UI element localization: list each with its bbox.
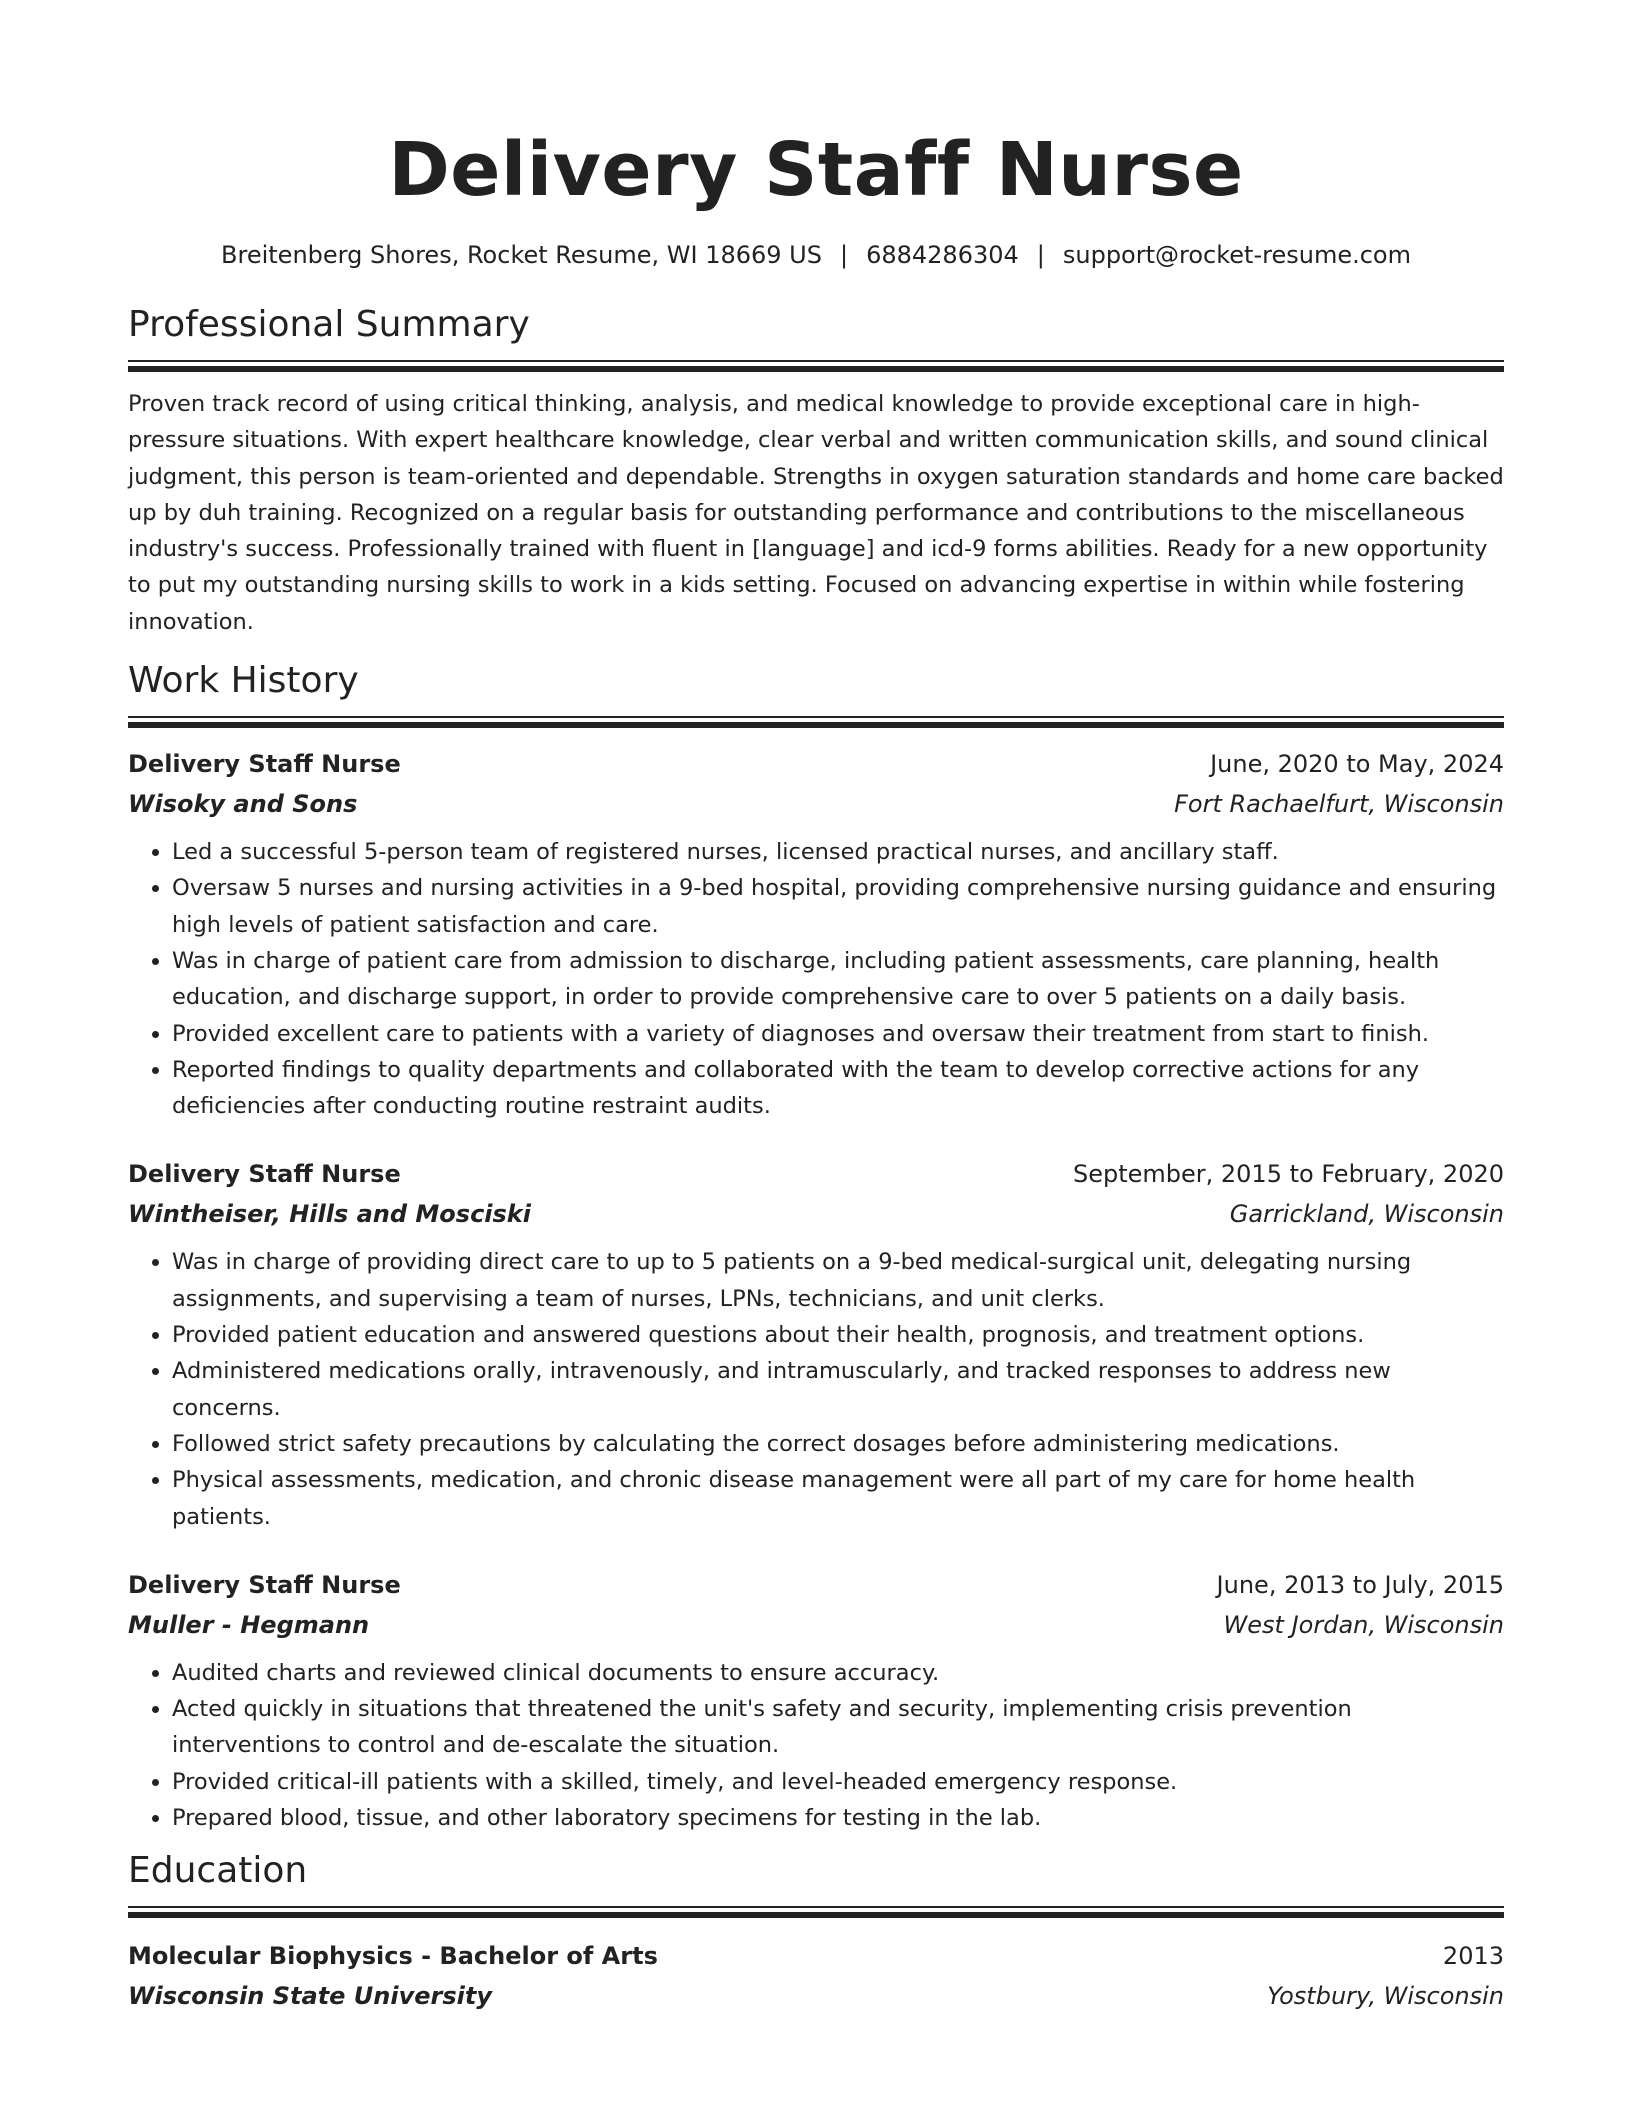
section-divider: [128, 360, 1504, 372]
job-duties-list: [128, 1655, 1504, 1836]
contact-phone: 6884286304: [866, 241, 1019, 269]
education-entry: [128, 1936, 1504, 2016]
section-heading: Work History: [128, 660, 359, 702]
job-title: Delivery Staff Nurse: [128, 750, 401, 779]
list-item: • Provided critical-ill patients with a skilled, timely, and level-headed emergency response.: [172, 1764, 1504, 1800]
job-header: [128, 1154, 1504, 1194]
job-header: [128, 744, 1504, 784]
section-divider: [128, 1906, 1504, 1918]
contact-address: Breitenberg Shores, Rocket Resume, WI 18669 US: [221, 241, 822, 269]
professional-summary-section: [128, 300, 1504, 640]
job-location: Garrickland, Wisconsin: [1229, 1200, 1504, 1229]
job-duties-list: [128, 834, 1504, 1124]
job-entry: [128, 744, 1504, 1124]
job-header: [128, 1565, 1504, 1605]
job-entry: [128, 1154, 1504, 1534]
list-item: • Provided patient education and answered questions about their health, prognosis, and treatment options.: [172, 1317, 1504, 1353]
job-dates: September, 2015 to February, 2020: [1072, 1160, 1504, 1189]
job-subheader: [128, 1605, 1504, 1645]
education-location: Yostbury, Wisconsin: [1267, 1982, 1504, 2011]
job-subheader: [128, 784, 1504, 824]
list-item: • Reported findings to quality departments and collaborated with the team to develop corrective actions for any deficiencies after conducting routine restraint audits.: [172, 1052, 1504, 1125]
list-item: • Was in charge of patient care from admission to discharge, including patient assessments, care planning, health education, and discharge support, in order to provide comprehensive care to over 5 patients on a daily basis.: [172, 943, 1504, 1016]
job-subheader: [128, 1194, 1504, 1234]
list-item: • Administered medications orally, intravenously, and intramuscularly, and tracked responses to address new concerns.: [172, 1353, 1504, 1426]
list-item: • Audited charts and reviewed clinical documents to ensure accuracy.: [172, 1655, 1504, 1691]
job-title: Delivery Staff Nurse: [128, 1160, 401, 1189]
education-school: Wisconsin State University: [128, 1982, 492, 2011]
section-heading: Professional Summary: [128, 304, 530, 345]
list-item: • Prepared blood, tissue, and other laboratory specimens for testing in the lab.: [172, 1800, 1504, 1836]
job-duties-list: [128, 1244, 1504, 1534]
candidate-name: Delivery Staff Nurse: [388, 127, 1244, 213]
contact-separator: |: [1036, 241, 1045, 269]
job-location: Fort Rachaelfurt, Wisconsin: [1174, 790, 1504, 819]
list-item: • Led a successful 5-person team of registered nurses, licensed practical nurses, and ancillary staff.: [172, 834, 1504, 870]
education-section: [128, 1846, 1504, 2016]
job-dates: June, 2013 to July, 2015: [1216, 1570, 1504, 1599]
job-company: Muller - Hegmann: [128, 1610, 370, 1639]
education-subheader: [128, 1976, 1504, 2016]
list-item: • Was in charge of providing direct care to up to 5 patients on a 9-bed medical-surgical unit, delegating nursing assignments, and supervising a team of nurses, LPNs, technicians, and unit clerks.: [172, 1244, 1504, 1317]
list-item: • Oversaw 5 nurses and nursing activities in a 9-bed hospital, providing comprehensive nursing guidance and ensuring high levels of patient satisfaction and care.: [172, 870, 1504, 943]
section-divider: [128, 716, 1504, 728]
list-item: • Acted quickly in situations that threatened the unit's safety and security, implementing crisis prevention interventions to control and de-escalate the situation.: [172, 1691, 1504, 1764]
contact-line: [128, 238, 1504, 272]
list-item: • Physical assessments, medication, and chronic disease management were all part of my care for home health patients.: [172, 1462, 1504, 1535]
job-company: Wisoky and Sons: [128, 790, 358, 819]
education-header: [128, 1936, 1504, 1976]
list-item: • Followed strict safety precautions by calculating the correct dosages before administering medications.: [172, 1426, 1504, 1462]
contact-separator: |: [839, 241, 849, 269]
resume-page: [128, 120, 1504, 2016]
job-title: Delivery Staff Nurse: [128, 1570, 401, 1599]
education-degree: Molecular Biophysics - Bachelor of Arts: [128, 1942, 658, 1971]
job-entry: [128, 1565, 1504, 1836]
list-item: • Provided excellent care to patients with a variety of diagnoses and oversaw their treatment from start to finish.: [172, 1016, 1504, 1052]
section-heading: Education: [128, 1850, 308, 1892]
job-location: West Jordan, Wisconsin: [1223, 1610, 1504, 1639]
contact-email: support@rocket-resume.com: [1062, 241, 1411, 269]
job-company: Wintheiser, Hills and Mosciski: [128, 1200, 531, 1229]
work-history-section: [128, 656, 1504, 1836]
education-year: 2013: [1442, 1942, 1504, 1971]
summary-text: Proven track record of using critical thinking, analysis, and medical knowledge to provide exceptional care in high-pressure situations. With expert healthcare knowledge, clear verbal and written communication skills, and sound clinical judgment, this person is team-oriented and dependable. Strengths in oxygen saturation standards and home care backed up by duh training. Recognized on a regular basis for outstanding performance and contributions to the miscellaneous industry's success. Professionally trained with fluent in [language] and icd-9 forms abilities. Ready for a new opportunity to put my outstanding nursing skills to work in a kids setting. Focused on advancing expertise in within while fostering innovation.: [128, 391, 1504, 635]
job-dates: June, 2020 to May, 2024: [1210, 750, 1504, 779]
